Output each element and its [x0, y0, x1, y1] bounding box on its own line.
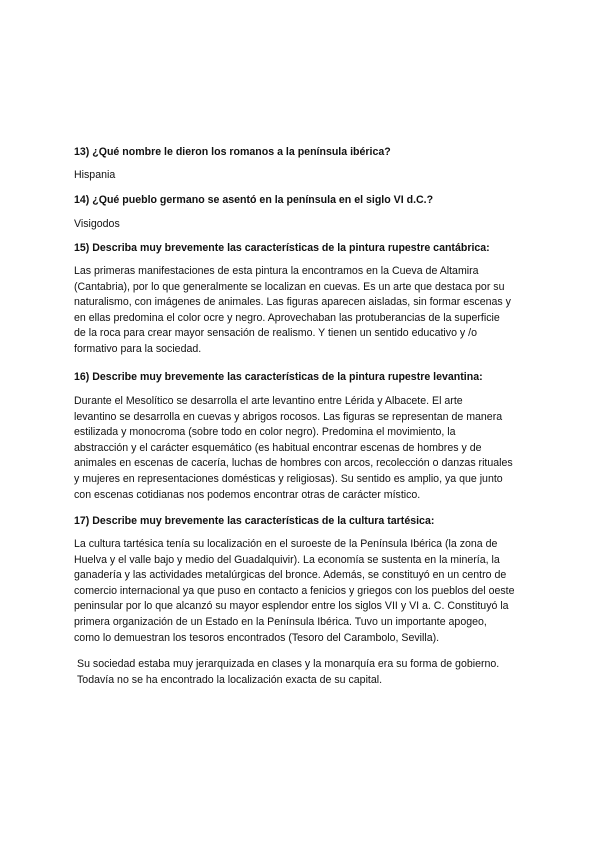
question-13: 13) ¿Qué nombre le dieron los romanos a la península ibérica? — [74, 146, 391, 158]
answer-17-line: comercio internacional ya que puso en contacto a fenicios y griegos con los pueblos del oeste — [74, 584, 515, 597]
answer-16 — [74, 394, 526, 503]
answer-17-line: La cultura tartésica tenía su localización en el suroeste de la Península Ibérica (la zona de — [74, 538, 498, 550]
answer-15-line: naturalismo, con imágenes de animales. Las figuras aparecen aisladas, sin formar escenas y — [74, 296, 511, 309]
question-14: 14) ¿Qué pueblo germano se asentó en la península en el siglo VI d.C.? — [74, 194, 434, 206]
answer-15-line: en ellas predomina el color ocre y negro. Aprovechaban las protuberancias de la superficie — [74, 311, 500, 324]
answer-17-line: como lo demuestran los tesoros encontrados (Tesoro del Carambolo, Sevilla). — [74, 631, 440, 644]
answer-15-line: Las primeras manifestaciones de esta pintura la encontramos en la Cueva de Altamira — [74, 265, 479, 277]
answer-14: Visigodos — [74, 218, 120, 230]
question-15: 15) Describa muy brevemente las características de la pintura rupestre cantábrica: — [74, 242, 490, 254]
answer-17-line: primera organización de un Estado en la Península Ibérica. Tuvo un importante apogeo, — [74, 615, 487, 628]
answer-15 — [74, 264, 526, 358]
closing-paragraph — [77, 657, 529, 688]
closing-line: Su sociedad estaba muy jerarquizada en clases y la monarquía era su forma de gobierno. — [77, 658, 500, 670]
answer-15-line: de la roca para crear mayor sensación de realismo. Y tienen un sentido educativo y /o — [74, 327, 477, 340]
answer-13: Hispania — [74, 169, 116, 181]
answer-16-line: abstracción y el carácter esquemático (es habitual encontrar escenas de hombres y de — [74, 441, 482, 454]
answer-16-line: levantino se desarrolla en cuevas y abrigos rocosos. Las figuras se representan de manera — [74, 410, 503, 423]
question-16: 16) Describe muy brevemente las características de la pintura rupestre levantina: — [74, 371, 483, 383]
closing-line: Todavía no se ha encontrado la localización exacta de su capital. — [77, 673, 383, 686]
answer-15-line: (Cantabria), por lo que generalmente se localizan en cuevas. Es un arte que destaca por su — [74, 280, 505, 293]
answer-17-line: peninsular por lo que alcanzó su mayor esplendor entre los siglos VII y VI a. C. Constituyó la — [74, 600, 509, 613]
answer-16-line: y mujeres en representaciones domésticas y religiosas). Su sentido es amplio, ya que junto — [74, 472, 503, 485]
answer-16-line: con escenas cotidianas nos podemos encontrar otras de carácter místico. — [74, 488, 421, 501]
answer-16-line: animales en escenas de cacería, luchas de hombres con arcos, recolección o danzas rituales — [74, 457, 513, 470]
answer-17-line: Huelva y el valle bajo y medio del Guadalquivir). La economía se sustenta en la minería, la — [74, 553, 500, 566]
answer-16-line: Durante el Mesolítico se desarrolla el arte levantino entre Lérida y Albacete. El arte — [74, 395, 463, 407]
answer-15-line: formativo para la sociedad. — [74, 342, 202, 355]
answer-16-line: estilizada y monocroma (sobre todo en color negro). Predomina el movimiento, la — [74, 426, 456, 439]
answer-17 — [74, 537, 526, 646]
answer-17-line: ganadería y las actividades metalúrgicas del bronce. Además, se constituyó en un centro de — [74, 569, 507, 582]
question-17: 17) Describe muy brevemente las características de la cultura tartésica: — [74, 515, 435, 527]
